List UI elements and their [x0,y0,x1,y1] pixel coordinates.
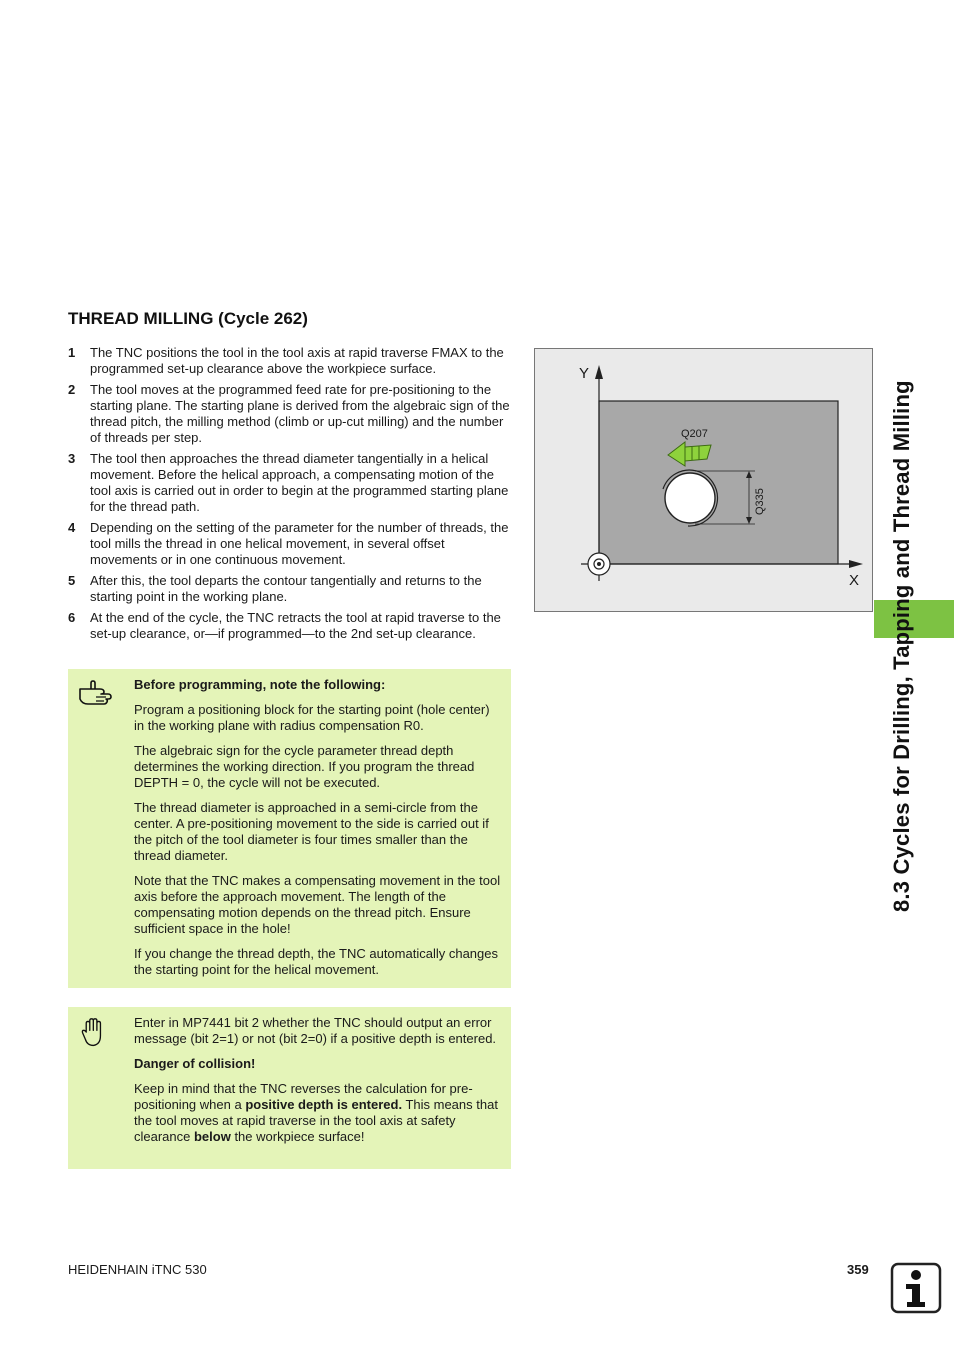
note-paragraph: Note that the TNC makes a compensating movement in the tool axis before the approach movement. The length of the compensating motion depends on the thread pitch. Ensure sufficient space in the hole! [134,873,501,936]
note-paragraph: The thread diameter is approached in a semi-circle from the center. A pre-positioning movement to the side is carried out if the pitch of the tool diameter is four times smaller than the thread diameter. [134,800,489,863]
footer-product: HEIDENHAIN iTNC 530 [68,1262,207,1277]
workpiece-rect [599,401,838,564]
info-icon [890,1262,942,1314]
note-paragraph: The algebraic sign for the cycle parameter thread depth determines the working direction. If you program the thread DEPTH = 0, the cycle will not be executed. [134,743,475,790]
step-number: 3 [68,451,76,466]
step-text: At the end of the cycle, the TNC retracts the tool at rapid traverse to the set-up clearance, or—if programmed—to the 2nd set-up clearance. [90,610,501,641]
x-axis-label: X [849,572,860,589]
note-paragraph: If you change the thread depth, the TNC automatically changes the starting point for the helical movement. [134,946,498,977]
page-number: 359 [847,1262,869,1277]
thread-milling-diagram [534,348,873,612]
step-item [68,573,514,605]
step-number: 5 [68,573,76,588]
step-text: The TNC positions the tool in the tool axis at rapid traverse FMAX to the programmed set-up clearance above the workpiece surface. [90,345,504,376]
step-number: 6 [68,610,76,625]
step-item [68,382,514,446]
step-text: After this, the tool departs the contour tangentially and returns to the starting point in the working plane. [90,573,482,604]
q335-label: Q335 [754,488,766,515]
x-axis-arrow [849,560,863,568]
step-number: 2 [68,382,76,397]
q207-label: Q207 [681,428,708,440]
diagram-canvas [535,349,874,613]
section-title: THREAD MILLING (Cycle 262) [68,309,308,328]
step-list [68,345,514,647]
step-item [68,520,514,568]
note-paragraph: Keep in mind that the TNC reverses the calculation for pre-positioning when a positive depth is entered. This means that the tool moves at rapid traverse in the tool axis at safety clearance below the workpiece surface! [134,1081,498,1144]
raised-hand-icon [80,1017,112,1049]
step-text: The tool then approaches the thread diameter tangentially in a helical movement. Before the helical approach, a compensating motion of the tool axis is carried out in order to begin at the programmed starting plane for the thread path. [90,451,509,514]
thread-bore-circle [665,473,715,523]
step-text: Depending on the setting of the parameter for the number of threads, the tool mills the thread in one helical movement, in several offset movements or in one continuous movement. [90,520,509,567]
step-text: The tool moves at the programmed feed rate for pre-positioning to the starting plane. The starting plane is derived from the algebraic sign of the thread pitch, the milling method (climb or up-cut milling) and the number of threads per step. [90,382,510,445]
note-paragraph: Enter in MP7441 bit 2 whether the TNC should output an error message (bit 2=1) or not (bit 2=0) if a positive depth is entered. [134,1015,497,1046]
programming-note-box [68,669,511,988]
step-number: 1 [68,345,76,360]
step-item [68,345,514,377]
pointing-hand-icon [78,677,114,707]
warning-heading: Danger of collision! [134,1056,256,1071]
note-heading: Before programming, note the following: [134,677,386,692]
y-axis-arrow [595,365,603,379]
chapter-side-title: 8.3 Cycles for Drilling, Tapping and Thread Milling [889,380,914,912]
step-number: 4 [68,520,76,535]
note-paragraph: Program a positioning block for the starting point (hole center) in the working plane with radius compensation R0. [134,702,490,733]
collision-warning-box [68,1007,511,1169]
y-axis-label: Y [579,365,590,382]
step-item [68,610,514,642]
step-item [68,451,514,515]
